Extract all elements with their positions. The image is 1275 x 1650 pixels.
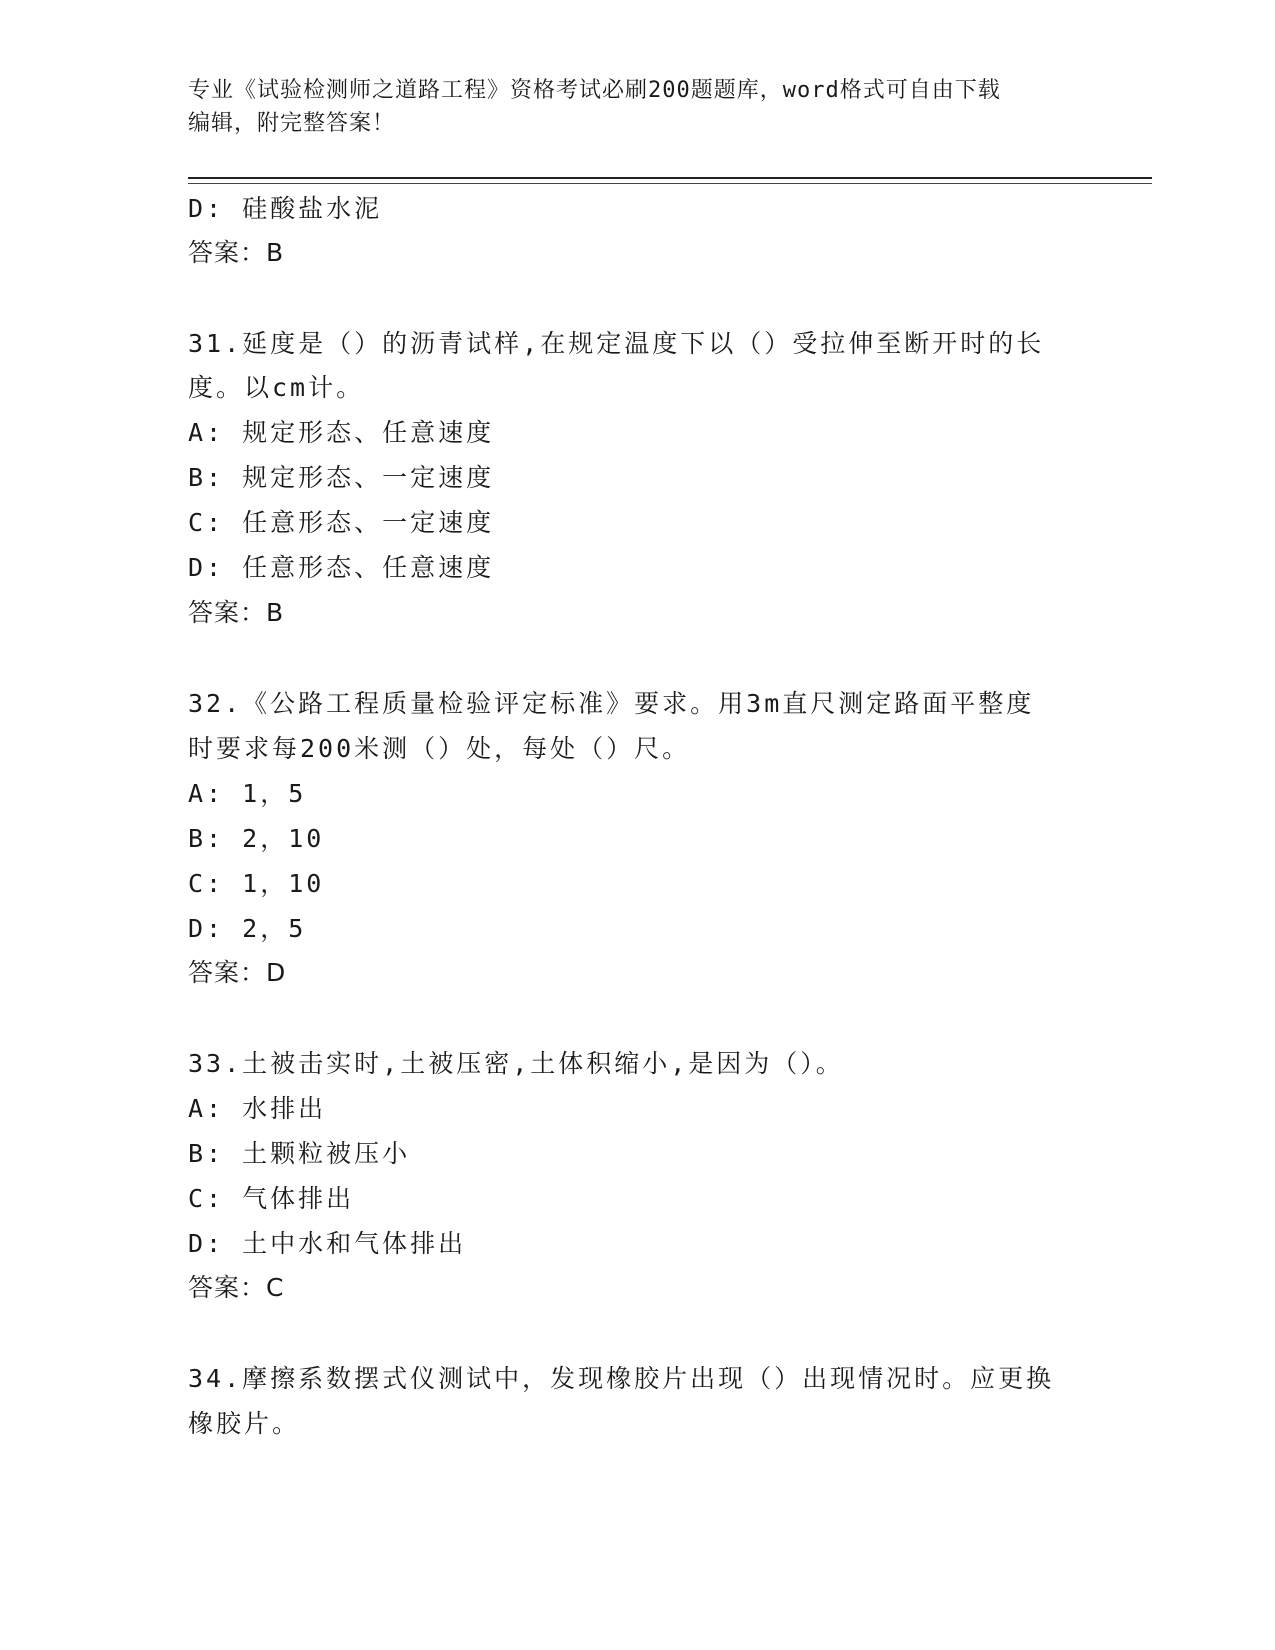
question-34-stem-line-2: 橡胶片。: [188, 1409, 301, 1438]
header-title-line-2: 编辑，附完整答案！: [188, 111, 396, 136]
question-30-option-d: D: 硅酸盐水泥: [188, 194, 383, 223]
question-33-option-b: B: 土颗粒被压小: [188, 1139, 411, 1168]
question-33-option-a: A: 水排出: [188, 1094, 327, 1123]
header-divider-thick: [188, 177, 1152, 179]
question-32-answer: 答案：D: [188, 958, 287, 987]
question-33-option-c: C: 气体排出: [188, 1184, 355, 1213]
question-31-option-c: C: 任意形态、一定速度: [188, 508, 495, 537]
question-34-stem-line-1: 34.摩擦系数摆式仪测试中，发现橡胶片出现（）出现情况时。应更换: [188, 1364, 1055, 1393]
question-32-stem-line-2: 时要求每200米测（）处，每处（）尺。: [188, 734, 691, 763]
question-32-option-d: D: 2，5: [188, 914, 307, 943]
question-31-option-d: D: 任意形态、任意速度: [188, 553, 495, 582]
question-31-stem-line-2: 度。以cm计。: [188, 373, 365, 402]
question-31-option-b: B: 规定形态、一定速度: [188, 463, 495, 492]
question-30-answer: 答案：B: [188, 238, 285, 267]
question-33-stem-line-1: 33.土被击实时,土被压密,土体积缩小,是因为（）。: [188, 1049, 844, 1078]
header-divider-thin: [188, 183, 1152, 184]
question-31-option-a: A: 规定形态、任意速度: [188, 418, 495, 447]
header-title-line-1: 专业《试验检测师之道路工程》资格考试必刷200题题库，word格式可自由下载: [188, 78, 1001, 103]
question-32-option-a: A: 1，5: [188, 779, 307, 808]
question-31-answer: 答案：B: [188, 598, 285, 627]
question-33-answer: 答案：C: [188, 1273, 285, 1302]
document-header: [188, 74, 1088, 140]
question-32-option-c: C: 1，10: [188, 869, 325, 898]
question-33-option-d: D: 土中水和气体排出: [188, 1229, 467, 1258]
question-31-stem-line-1: 31.延度是（）的沥青试样,在规定温度下以（）受拉伸至断开时的长: [188, 329, 1045, 358]
question-32-option-b: B: 2，10: [188, 824, 325, 853]
question-32-stem-line-1: 32.《公路工程质量检验评定标准》要求。用3m直尺测定路面平整度: [188, 689, 1035, 718]
